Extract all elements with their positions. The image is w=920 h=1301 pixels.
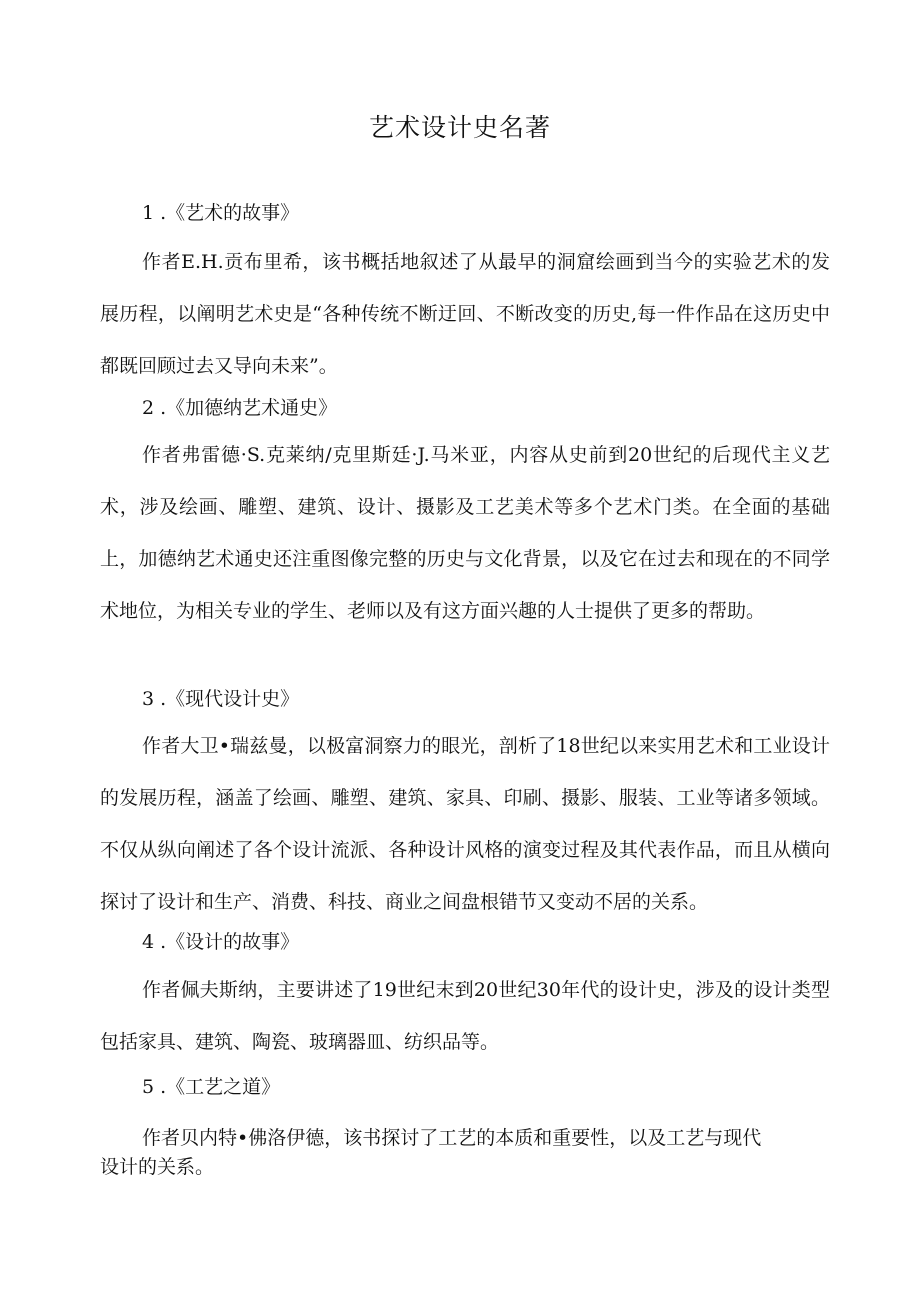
section-body-1: 作者E.H.贡布里希，该书概括地叙述了从最早的洞窟绘画到当今的实验艺术的发展历程，以阐明艺术史是“各种传统不断迂回、不断改变的历史,每一件作品在这历史中都既回顾过去又导向未来”。	[100, 251, 830, 377]
section-heading-5: 5 .《工艺之道》	[142, 1076, 281, 1098]
section-body-3: 作者大卫•瑞兹曼，以极富洞察力的眼光，剖析了18世纪以来实用艺术和工业设计的发展历程，涵盖了绘画、雕塑、建筑、家具、印刷、摄影、服装、工业等诸多领域。不仅从纵向阐述了各个设计流派、各种设计风格的演变过程及其代表作品，而且从横向探讨了设计和生产、消费、科技、商业之间盘根错节又变动不居的关系。	[100, 735, 830, 913]
section-body-2: 作者弗雷德·S.克莱纳/克里斯廷·J.马米亚，内容从史前到20世纪的后现代主义艺术，涉及绘画、雕塑、建筑、设计、摄影及工艺美术等多个艺术门类。在全面的基础上，加德纳艺术通史还注重图像完整的历史与文化背景，以及它在过去和现在的不同学术地位，为相关专业的学生、老师以及有这方面兴趣的人士提供了更多的帮助。	[100, 444, 830, 622]
section-heading-3: 3 .《现代设计史》	[142, 688, 300, 710]
section-body-5: 作者贝内特•佛洛伊德，该书探讨了工艺的本质和重要性，以及工艺与现代设计的关系。	[100, 1127, 762, 1178]
section-heading-4: 4 .《设计的故事》	[142, 931, 300, 953]
section-heading-2: 2 .《加德纳艺术通史》	[142, 397, 338, 419]
section-body-4: 作者佩夫斯纳，主要讲述了19世纪末到20世纪30年代的设计史，涉及的设计类型包括家具、建筑、陶瓷、玻璃器皿、纺织品等。	[100, 979, 830, 1053]
section-heading-1: 1 .《艺术的故事》	[142, 202, 300, 224]
document-title: 艺术设计史名著	[368, 113, 551, 142]
